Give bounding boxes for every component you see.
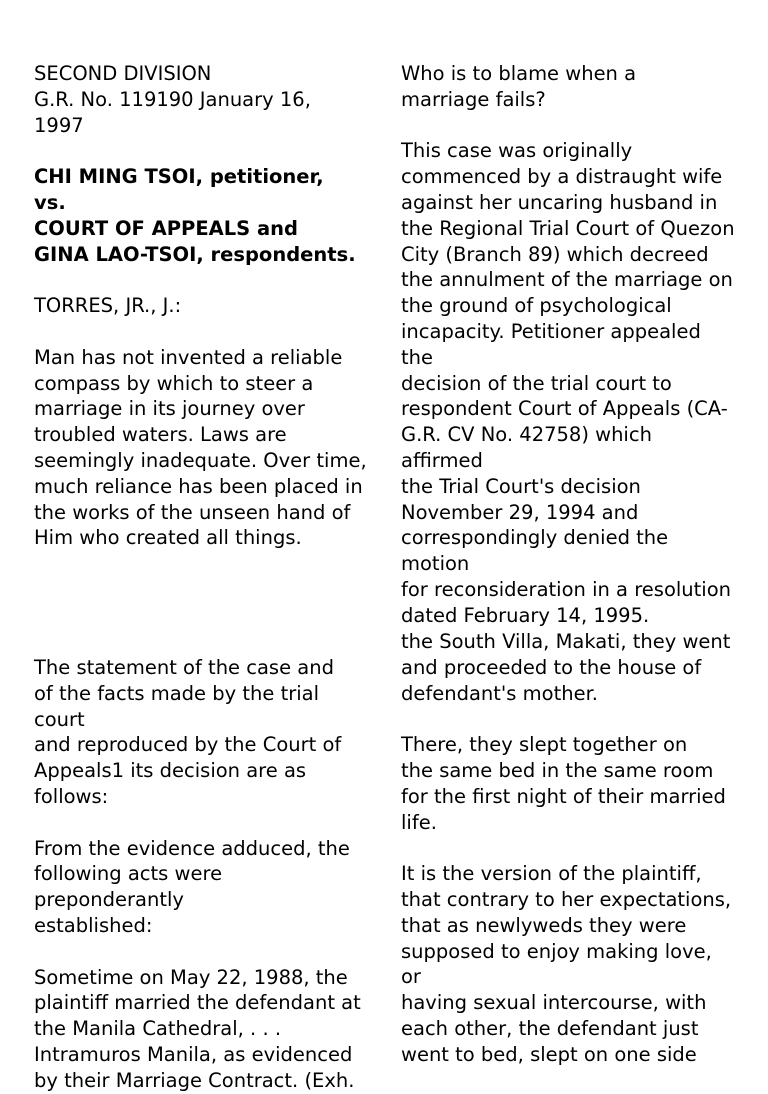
spacer [34, 810, 369, 836]
case-parties: CHI MING TSOI, petitioner, vs. COURT OF APPEALS and GINA LAO-TSOI, respondents. [34, 165, 356, 266]
document-page-2 [0, 628, 768, 1092]
continuation-paragraph: the South Villa, Makati, they went and proceeded to the house of defendant's mother. [401, 630, 731, 705]
spacer [401, 835, 736, 861]
spacer [401, 706, 736, 732]
opening-paragraph: Man has not invented a reliable compass by which to steer a marriage in its journey over troubled waters. Laws are seemingly inadequate. Over time, much reliance has been placed in the works of the unseen hand of Him who created all things. [34, 345, 367, 550]
spacer [34, 319, 369, 345]
spacer [401, 113, 736, 139]
opening-question: Who is to blame when a marriage fails? [401, 62, 637, 111]
marriage-paragraph: Sometime on May 22, 1988, the plaintiff married the defendant at the Manila Cathedral, . . . Intramuros Manila, as evidenced by their Marriage Contract. (Exh. [34, 965, 361, 1092]
page-2-left-column [34, 655, 369, 1094]
division-heading: SECOND DIVISION [34, 62, 212, 85]
evidence-paragraph: From the evidence adduced, the following acts were preponderantly established: [34, 836, 350, 937]
case-number: G.R. No. 119190 January 16, 1997 [34, 87, 311, 137]
page-1-left-column [34, 61, 369, 551]
spacer [34, 267, 369, 293]
statement-paragraph: The statement of the case and of the facts made by the trial court and reproduced by the Court of Appeals1 its decision are as follows: [34, 656, 342, 808]
case-background-paragraph: This case was originally commenced by a distraught wife against her uncaring husband in the Regional Trial Court of Quezon City (Branch 89) which decreed the annulment of the marriage on the ground of psychological incapacity. Petitioner appealed the decision of the trial court to respondent Court of Appeals (CA- G.R. CV No. 42758) which affirmed the Trial Court's decision November 29, 1994 and correspondingly denied the motion for reconsideration in a resolution dated February 14, 1995. [401, 139, 735, 627]
spacer [34, 138, 369, 164]
first-night-paragraph: There, they slept together on the same bed in the same room for the first night of their married life. [401, 733, 726, 834]
spacer [34, 939, 369, 965]
page-1-right-column [401, 61, 736, 629]
ponente: TORRES, JR., J.: [34, 294, 182, 318]
page-2-right-column [401, 629, 736, 1068]
plaintiff-version-paragraph: It is the version of the plaintiff, that contrary to her expectations, that as newlyweds they were supposed to enjoy making love, or having sexual intercourse, with each other, the defendant just went to bed, slept on one side [401, 862, 732, 1066]
